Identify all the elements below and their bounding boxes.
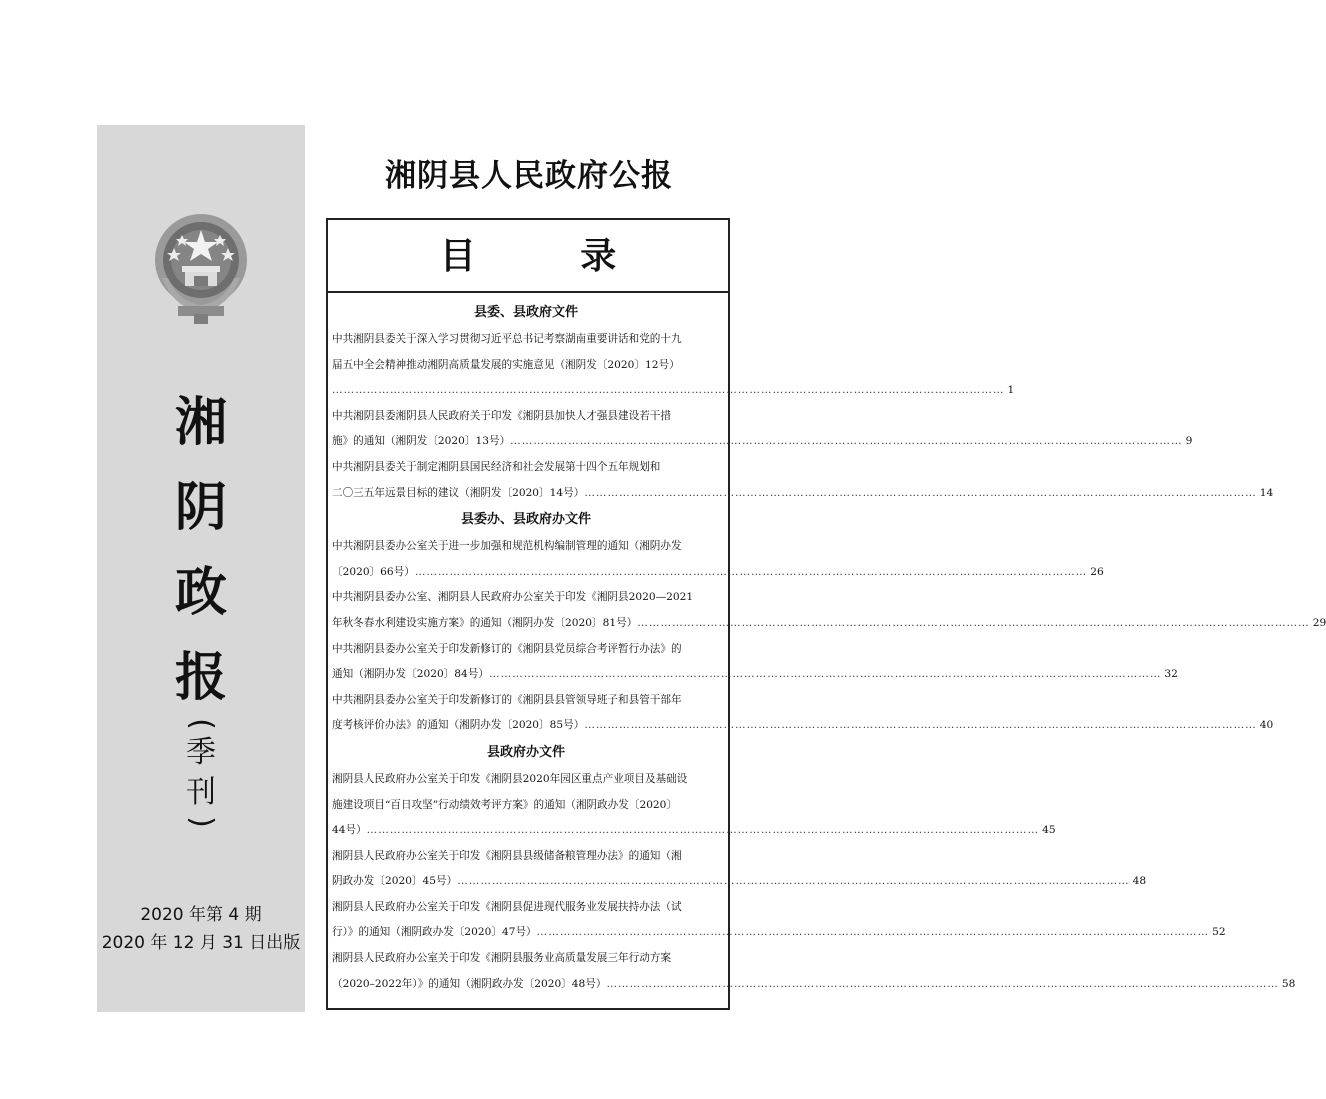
toc-entry[interactable] [332,688,1274,739]
sidebar-band [97,125,305,1012]
toc-entry-line [332,353,720,379]
toc-entry-text: 中共湘阴县委关于制定湘阴县国民经济和社会发展第十四个五年规划和 [332,460,661,473]
toc-entry-line [332,844,720,870]
toc-page-number: 14 [1259,486,1274,499]
vertical-title-char: 阴 [174,477,227,538]
toc-leader-dots [584,481,1256,507]
toc-entry-text: 中共湘阴县委办公室关于进一步加强和规范机构编制管理的通知（湘阴办发 [332,540,682,553]
toc-entry-text: 湘阴县人民政府办公室关于印发《湘阴县县级储备粮管理办法》的通知（湘 [332,849,682,862]
toc-entry-text: 44号） [332,824,367,837]
toc-page-number: 58 [1281,977,1296,990]
toc-entry-text: 〔2020〕66号） [332,565,415,578]
table-of-contents [326,218,1326,1010]
toc-entry-line [332,920,1226,946]
toc-entry[interactable] [332,455,1274,506]
toc-entry-line [332,560,1104,586]
toc-entry-text: （2020–2022年）》的通知（湘阴政办发〔2020〕48号） [332,977,607,990]
toc-entry-text: 湘阴县人民政府办公室关于印发《湘阴县促进现代服务业发展扶持办法（试 [332,900,682,913]
quarterly-char: 刊 [186,775,216,810]
toc-entry-text: 中共湘阴县委办公室关于印发新修订的《湘阴县党员综合考评暂行办法》的 [332,642,682,655]
quarterly-close-paren: ) [184,816,219,828]
toc-entry-line [332,972,1296,998]
toc-entry-line [332,327,720,353]
toc-entry-line [332,378,1015,404]
toc-entry-line [332,481,1274,507]
toc-page-number: 40 [1259,719,1274,732]
toc-entry-line [332,404,720,430]
toc-leader-dots [606,972,1278,998]
quarterly-open-paren: ( [184,718,219,730]
toc-entry-text: 通知（湘阴办发〔2020〕84号） [332,668,489,681]
toc-leader-dots [332,378,1004,404]
toc-entry-line [332,585,720,611]
toc-section-title: 县政府办文件 [486,744,565,760]
toc-entry-text: 行）》的通知（湘阴政办发〔2020〕47号） [332,926,537,939]
toc-entry-text: 届五中全会精神推动湘阴高质量发展的实施意见（湘阴发〔2020〕12号） [332,358,680,371]
toc-section-title: 县委办、县政府办文件 [460,512,591,528]
toc-body [328,293,1326,997]
toc-entry-line [332,688,720,714]
toc-entry[interactable] [332,895,1226,946]
toc-entry-text: 阴政办发〔2020〕45号） [332,875,458,888]
toc-entry[interactable] [332,585,1326,636]
quarterly-label [97,715,305,831]
toc-page-number: 29 [1312,616,1326,629]
toc-page-number: 26 [1090,565,1104,578]
toc-page-number: 45 [1042,824,1056,837]
toc-entry-line [332,662,1178,688]
toc-entry-text: 二〇三五年远景目标的建议（湘阴发〔2020〕14号） [332,486,585,499]
toc-entry-line [332,429,1193,455]
vertical-title-char: 政 [174,562,227,623]
toc-page-number: 1 [1007,384,1015,397]
toc-entry-text: 中共湘阴县委办公室、湘阴县人民政府办公室关于印发《湘阴县2020—2021 [332,591,694,604]
toc-leader-dots [367,818,1039,844]
toc-entry[interactable] [332,767,1056,844]
toc-page-number: 52 [1212,926,1226,939]
vertical-title-char: 湘 [174,392,227,453]
issue-info [97,901,305,957]
toc-entry-text: 湘阴县人民政府办公室关于印发《湘阴县服务业高质量发展三年行动方案 [332,952,671,965]
toc-entry[interactable] [332,534,1104,585]
toc-entry-text: 中共湘阴县委湘阴县人民政府关于印发《湘阴县加快人才强县建设若干措 [332,409,671,422]
toc-heading: 目 录 [328,220,728,293]
toc-entry[interactable] [332,404,1193,455]
toc-entry-text: 中共湘阴县委关于深入学习贯彻习近平总书记考察湖南重要讲话和党的十九 [332,333,682,345]
toc-entry-line [332,946,720,972]
toc-entry-text: 年秋冬春水利建设实施方案》的通知（湘阴办发〔2020〕81号） [332,616,638,629]
gazette-title: 湘阴县人民政府公报 [385,158,673,194]
toc-leader-dots [510,429,1182,455]
toc-leader-dots [415,560,1087,586]
toc-page-number: 48 [1132,875,1147,888]
toc-page-number: 32 [1164,668,1178,681]
toc-entry-line [332,818,1056,844]
toc-entry-text: 度考核评价办法》的通知（湘阴办发〔2020〕85号） [332,719,585,732]
toc-leader-dots [637,611,1309,637]
toc-entry-line [332,637,720,663]
toc-entry-line [332,895,720,921]
toc-entry-line [332,611,1326,637]
quarterly-char: 季 [186,735,216,770]
toc-leader-dots [584,713,1256,739]
toc-entry-line [332,713,1274,739]
toc-entry-text: 湘阴县人民政府办公室关于印发《湘阴县2020年园区重点产业项目及基础设 [332,772,688,785]
toc-entry[interactable] [332,637,1178,688]
national-emblem-icon [144,208,258,326]
toc-entry[interactable] [332,327,1015,404]
toc-entry[interactable] [332,946,1296,997]
toc-entry-text: 施》的通知（湘阴发〔2020〕13号） [332,435,511,448]
toc-entry[interactable] [332,844,1147,895]
toc-entry-text: 施建设项目“百日攻坚”行动绩效考评方案》的通知（湘阴政办发〔2020〕 [332,798,678,811]
toc-entry-line [332,767,720,793]
issue-number: 2020 年第 4 期 [140,905,262,925]
toc-entry-line [332,793,720,819]
toc-entry-line [332,869,1147,895]
toc-entry-text: 中共湘阴县委办公室关于印发新修订的《湘阴县县管领导班子和县管干部年 [332,693,682,706]
toc-section-title: 县委、县政府文件 [473,305,578,320]
toc-entry-line [332,534,720,560]
vertical-title-char: 报 [174,647,227,708]
toc-leader-dots [457,869,1129,895]
toc-entry-line [332,455,720,481]
publish-date: 2020 年 12 月 31 日出版 [101,933,301,953]
toc-page-number: 9 [1185,435,1193,448]
toc-leader-dots [489,662,1161,688]
toc-leader-dots [537,920,1209,946]
